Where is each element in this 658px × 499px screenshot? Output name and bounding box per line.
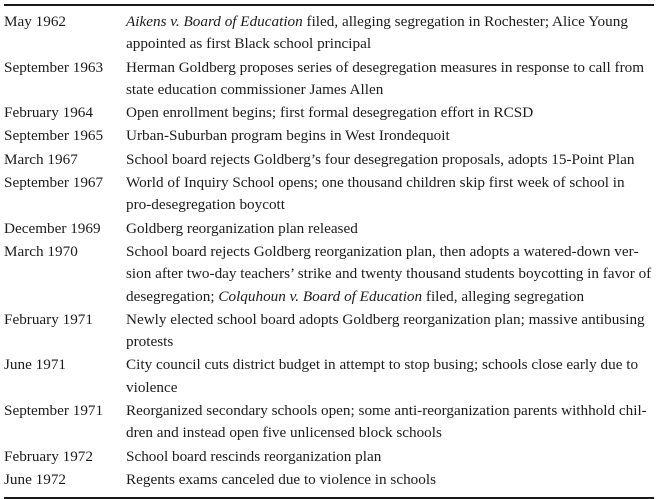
timeline-row: [4, 354, 654, 399]
event-description: [126, 469, 654, 491]
description-text: Reorganized secondary schools open; some anti-reorganization parents withhold children and instead open five unlicensed block schools: [126, 402, 647, 442]
event-date: September 1967: [4, 174, 104, 192]
timeline-row: [4, 218, 654, 240]
event-date: December 1969: [4, 219, 101, 237]
case-name: Aikens v. Board of Education: [126, 13, 303, 30]
description-text: filed, alleging segregation: [422, 287, 585, 305]
event-description: [126, 11, 654, 56]
timeline-row: [4, 57, 654, 102]
event-description: [126, 241, 654, 308]
event-date: September 1965: [4, 127, 104, 145]
case-name: Colquhoun v. Board of Education: [218, 287, 423, 305]
event-description: [126, 400, 654, 445]
event-date: September 1971: [4, 402, 104, 420]
event-date: March 1967: [4, 150, 78, 168]
event-description: [126, 102, 654, 124]
event-date: February 1971: [4, 310, 93, 328]
description-text: Urban-Suburban program begins in West Irondequoit: [126, 127, 450, 145]
event-date: February 1972: [4, 447, 93, 465]
event-description: [126, 57, 654, 102]
timeline-row: [4, 11, 654, 56]
description-text: School board rejects Goldberg reorganization plan, then adopts a watered-down version after two-day teachers’ strike and twenty thousand students boycotting in favor of desegregation;: [126, 242, 652, 305]
event-date: September 1963: [4, 58, 104, 76]
event-date: June 1971: [4, 356, 67, 374]
timeline-row: [4, 172, 654, 217]
event-date: June 1972: [4, 470, 67, 488]
description-text: School board rescinds reorganization plan: [126, 447, 382, 465]
timeline-row: [4, 102, 654, 124]
timeline-row: [4, 446, 654, 468]
description-text: World of Inquiry School opens; one thousand children skip first week of school in pro-desegregation boycott: [126, 174, 625, 214]
timeline-row: [4, 149, 654, 171]
timeline-row: [4, 241, 654, 308]
event-description: [126, 309, 654, 354]
event-date: May 1962: [4, 13, 67, 30]
description-text: Herman Goldberg proposes series of desegregation measures in response to call from state education commissioner James Allen: [126, 58, 645, 98]
event-description: [126, 218, 654, 240]
description-text: Open enrollment begins; first formal desegregation effort in RCSD: [126, 104, 534, 122]
description-text: Newly elected school board adopts Goldberg reorganization plan; massive antibusing protests: [126, 310, 645, 351]
timeline-row: [4, 469, 654, 491]
event-description: [126, 125, 654, 147]
timeline-table: [4, 4, 654, 499]
description-text: Goldberg reorganization plan released: [126, 219, 358, 237]
event-description: [126, 446, 654, 468]
description-text: City council cuts district budget in attempt to stop busing; schools close early due to violence: [126, 356, 639, 396]
event-date: February 1964: [4, 104, 93, 122]
event-description: [126, 354, 654, 399]
description-text: School board rejects Goldberg’s four desegregation proposals, adopts 15-Point Plan: [126, 150, 635, 168]
description-text: filed, alleging segregation in Rochester; Alice Young appointed as first Black school principal: [126, 13, 628, 53]
event-description: [126, 172, 654, 217]
event-date: March 1970: [4, 242, 78, 260]
event-description: [126, 149, 654, 171]
timeline-row: [4, 309, 654, 354]
timeline-row: [4, 400, 654, 445]
timeline-row: [4, 125, 654, 147]
description-text: Regents exams canceled due to violence in schools: [126, 470, 436, 488]
